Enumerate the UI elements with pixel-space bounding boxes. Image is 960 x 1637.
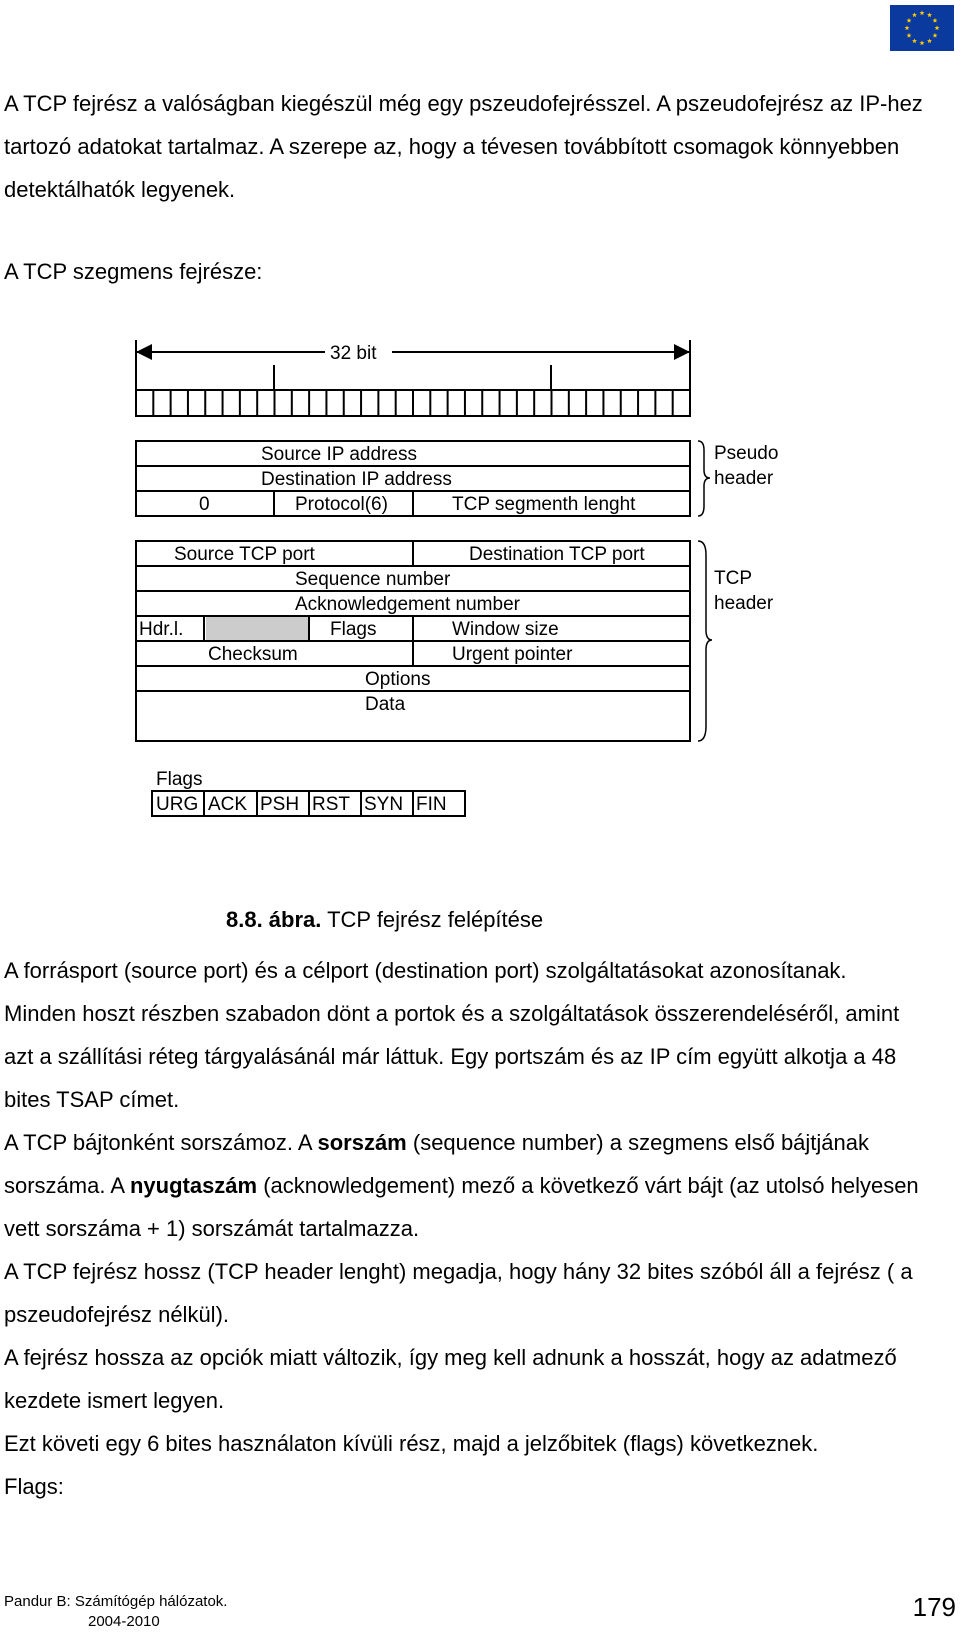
segment-heading: A TCP szegmens fejrésze: <box>4 259 263 284</box>
ack-field: Acknowledgement number <box>295 594 520 615</box>
tcp-brace-label-2: header <box>714 593 774 614</box>
body-p1: A forrásport (source port) és a célport (destination port) szolgáltatásokat azonosítanak. Minden hoszt részben szabadon dönt a portok és a szolgáltatások összerendeléséről, amint azt a szállítási réteg tárgyalásánál már láttuk. Egy portszám és az IP cím együtt alkotja a 48 bites TSAP címet. <box>4 958 900 1112</box>
pseudo-brace-label-1: Pseudo <box>714 443 779 464</box>
flag-ack: ACK <box>208 794 248 815</box>
source-ip-field: Source IP address <box>261 444 417 465</box>
dest-port-field: Destination TCP port <box>469 544 645 565</box>
zero-field: 0 <box>199 494 210 515</box>
urgent-field: Urgent pointer <box>452 644 573 665</box>
protocol-field: Protocol(6) <box>295 494 388 515</box>
body-p5: Ezt követi egy 6 bites használaton kívüli rész, majd a jelzőbitek (flags) következnek. <box>4 1431 819 1456</box>
flag-urg: URG <box>156 794 199 815</box>
body-p6: Flags: <box>4 1474 64 1499</box>
checksum-field: Checksum <box>208 644 298 665</box>
hdr-len-field: Hdr.l. <box>139 619 184 640</box>
caption-number: 8.8. ábra. <box>226 907 322 932</box>
page-number: 179 <box>912 1592 956 1622</box>
width-label: 32 bit <box>330 343 377 364</box>
source-port-field: Source TCP port <box>174 544 315 565</box>
eu-flag-icon <box>890 5 954 51</box>
body-text <box>4 949 924 1508</box>
flag-rst: RST <box>312 794 350 815</box>
sequence-field: Sequence number <box>295 569 451 590</box>
reserved-bits-field <box>206 617 308 640</box>
tcp-header-diagram <box>0 340 960 860</box>
pseudo-brace-label-2: header <box>714 468 774 489</box>
tcp-brace-label-1: TCP <box>714 568 752 589</box>
intro-paragraph: A TCP fejrész a valóságban kiegészül még egy pszeudofejrésszel. A pszeudofejrész az IP-hez tartozó adatokat tartalmaz. A szerepe az, hogy a tévesen továbbított csomagok könnyebben detektálhatók legyenek. <box>4 91 923 202</box>
dest-ip-field: Destination IP address <box>261 469 452 490</box>
flags-table-title: Flags <box>156 769 203 790</box>
body-p3: A TCP fejrész hossz (TCP header lenght) megadja, hogy hány 32 bites szóból áll a fejrész ( a pszeudofejrész nélkül). <box>4 1259 913 1327</box>
footer-line-2: 2004-2010 <box>88 1613 160 1630</box>
flags-field: Flags <box>330 619 377 640</box>
footer-line-1: Pandur B: Számítógép hálózatok. <box>4 1593 228 1610</box>
body-p4: A fejrész hossza az opciók miatt változik, így meg kell adnunk a hosszát, hogy az adatmező kezdete ismert legyen. <box>4 1345 897 1413</box>
body-p2: A TCP bájtonként sorszámoz. A sorszám (sequence number) a szegmens első bájtjának sorszáma. A nyugtaszám (acknowledgement) mező a következő várt bájt (az utolsó helyesen vett sorszáma + 1) sorszámát tartalmazza. <box>4 1130 919 1241</box>
footer-citation <box>4 1592 227 1632</box>
caption-text: TCP fejrész felépítése <box>321 907 544 932</box>
segment-length-field: TCP segmenth lenght <box>452 494 636 515</box>
data-field: Data <box>365 694 406 715</box>
flag-fin: FIN <box>416 794 447 815</box>
figure-caption <box>226 905 543 935</box>
tcp-brace <box>698 541 712 741</box>
options-field: Options <box>365 669 431 690</box>
flag-syn: SYN <box>364 794 404 815</box>
window-field: Window size <box>452 619 559 640</box>
flag-psh: PSH <box>260 794 300 815</box>
pseudo-brace <box>698 441 710 516</box>
